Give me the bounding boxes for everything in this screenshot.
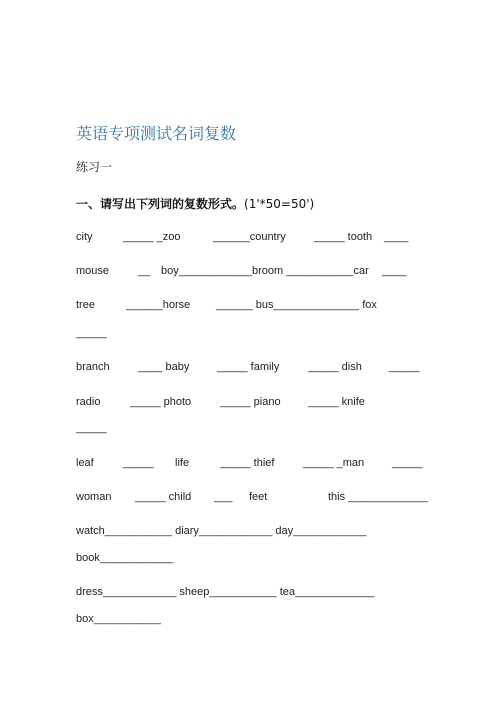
word-cell: ____ baby [138, 361, 190, 373]
word-cell: _____ dish [308, 361, 362, 373]
page-title: 英语专项测试名词复数 [76, 124, 237, 143]
word-cell: _____ tooth [314, 231, 373, 243]
word-cell: dress____________ sheep___________ tea_____________ [76, 586, 375, 598]
exercise-row [76, 421, 107, 435]
word-cell: city [76, 231, 93, 243]
exercise-row [76, 524, 367, 538]
word-cell: ______ bus______________ fox [216, 299, 377, 311]
word-cell: woman [76, 491, 112, 503]
instruction-text [76, 195, 314, 212]
word-cell: _____ family [217, 361, 280, 373]
exercise-row [76, 490, 428, 504]
exercise-row [76, 551, 174, 565]
word-cell: mouse [76, 265, 110, 277]
word-cell: ___ [214, 491, 233, 503]
word-cell: _____ [123, 457, 154, 469]
word-cell: _____ _zoo [123, 231, 181, 243]
exercise-row [76, 395, 365, 409]
word-cell: _____ piano [220, 396, 281, 408]
word-cell: life [175, 457, 190, 469]
word-cell: _____ child [135, 491, 192, 503]
word-cell: _____ _man [303, 457, 365, 469]
word-cell: _____ photo [130, 396, 192, 408]
word-cell: boy____________ [161, 265, 253, 277]
exercise-row [76, 298, 377, 312]
word-cell: book____________ [76, 552, 174, 564]
word-cell: ______horse [126, 299, 191, 311]
word-cell: _____ [76, 327, 107, 339]
word-cell: ______country [213, 231, 286, 243]
word-cell: watch___________ diary____________ day____________ [76, 525, 367, 537]
exercise-row [76, 264, 407, 278]
instruction-main: 一、请写出下列词的复数形式。 [76, 197, 245, 211]
exercise-label: 练习一 [76, 160, 113, 174]
word-cell: __ [138, 265, 151, 277]
exercise-row [76, 360, 420, 374]
exercise-row [76, 230, 409, 244]
word-cell: _____ thief [220, 457, 275, 469]
exercise-row [76, 585, 375, 599]
word-cell: box___________ [76, 613, 162, 625]
word-cell: _____ [76, 422, 107, 434]
word-cell: tree [76, 299, 95, 311]
exercise-row [76, 612, 162, 626]
word-cell: feet [249, 491, 268, 503]
word-cell: _____ [392, 457, 423, 469]
word-cell: ____ [382, 265, 407, 277]
instruction-score: (1'*50=50') [244, 197, 315, 211]
word-cell: _____ [389, 361, 420, 373]
word-cell: broom ___________car [252, 265, 369, 277]
word-cell: _____ knife [308, 396, 365, 408]
exercise-row [76, 326, 107, 340]
word-cell: ____ [384, 231, 409, 243]
word-cell: branch [76, 361, 110, 373]
word-cell: this _____________ [328, 491, 428, 503]
word-cell: radio [76, 396, 101, 408]
exercise-row [76, 456, 423, 470]
word-cell: leaf [76, 457, 94, 469]
